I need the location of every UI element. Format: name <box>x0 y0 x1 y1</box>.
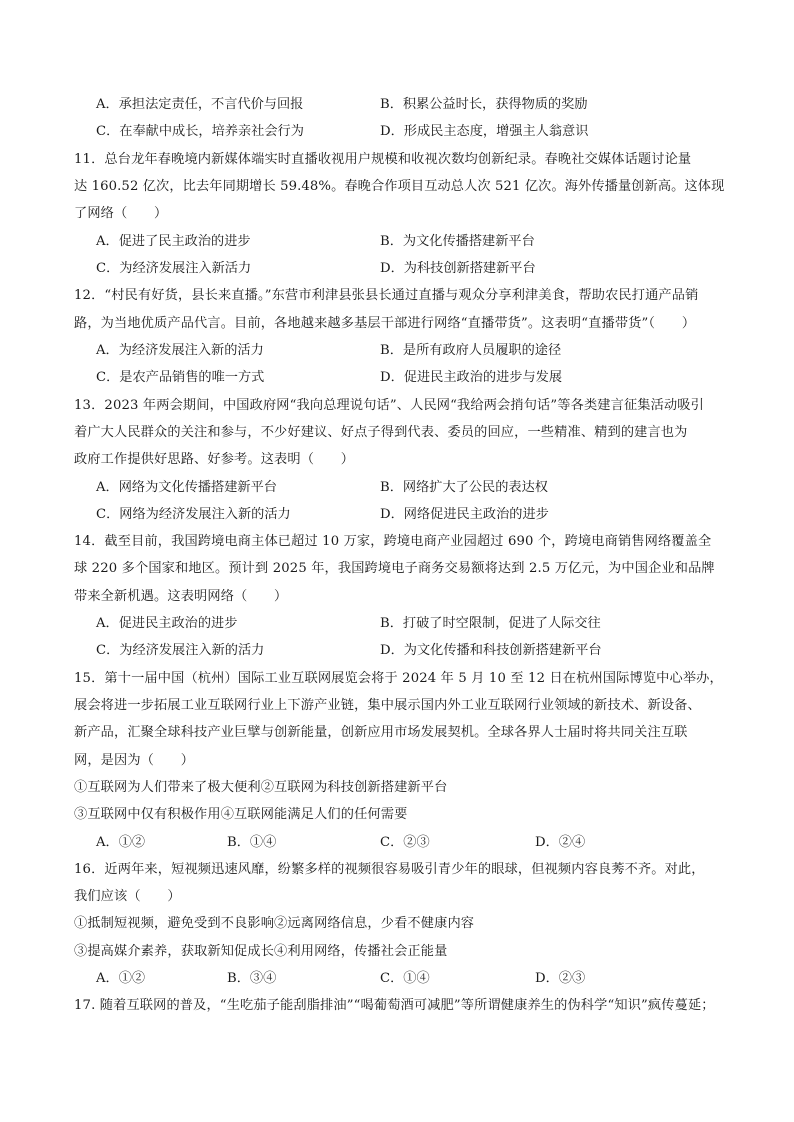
q11-stem-line-3: 了网络（ ） <box>74 206 168 221</box>
q10-option-b: B．积累公益时长，获得物质的奖励 <box>380 97 588 112</box>
q11-option-a: A．促进了民主政治的进步 <box>96 234 251 249</box>
q12-option-c: C．是农产品销售的唯一方式 <box>96 370 265 385</box>
q16-stem-line-1: 16．近两年来，短视频迅速风靡，纷繁多样的视频很容易吸引青少年的眼球，但视频内容良莠不齐。对此， <box>74 862 705 877</box>
q12-option-b: B．是所有政府人员履职的途径 <box>380 343 562 358</box>
q12-option-a: A．为经济发展注入新的活力 <box>96 343 264 358</box>
q15-option-c: C．②③ <box>380 835 430 850</box>
q14-option-c: C．为经济发展注入新的活力 <box>96 643 265 658</box>
q16-stem-line-2: 我们应该（ ） <box>74 889 181 904</box>
q15-stem-line-4: 网，是因为（ ） <box>74 753 195 768</box>
q11-stem-line-1: 11．总台龙年春晚境内新媒体端实时直播收视用户规模和收视次数均创新纪录。春晚社交媒体话题讨论量 <box>74 152 692 167</box>
q15-stem-line-3: 新产品，汇聚全球科技产业巨擘与创新能量，创新应用市场发展契机。全球各界人士届时将共同关注互联 <box>74 725 688 740</box>
q15-stem-line-1: 15．第十一届中国（杭州）国际工业互联网展览会将于 2024 年 5 月 10 至 12 日在杭州国际博览中心举办， <box>74 671 723 686</box>
q12-stem-line-1: 12．“村民有好货，县长来直播。”东营市利津县张县长通过直播与观众分享利津美食，帮助农民打通产品销 <box>74 288 699 303</box>
q16-option-b: B．③④ <box>227 971 277 986</box>
q14-stem-line-3: 带来全新机遇。这表明网络（ ） <box>74 589 288 604</box>
q11-option-c: C．为经济发展注入新活力 <box>96 261 252 276</box>
q14-stem-line-1: 14．截至目前，我国跨境电商主体已超过 10 万家，跨境电商产业园超过 690 个，跨境电商销售网络覆盖全 <box>74 534 712 549</box>
q15-stem-line-2: 展会将进一步拓展工业互联网行业上下游产业链，集中展示国内外工业互联网行业领域的新技术、新设备、 <box>74 698 701 713</box>
q12-stem-line-2: 路，为当地优质产品代言。目前，各地越来越多基层干部进行网络“直播带货”。这表明“直播带货”（ ） <box>74 316 696 331</box>
q12-option-d: D．促进民主政治的进步与发展 <box>380 370 563 385</box>
q10-option-d: D．形成民主态度，增强主人翁意识 <box>380 124 589 139</box>
q16-statements-line-2: ③提高媒介素养，获取新知促成长④利用网络，传播社会正能量 <box>74 944 448 959</box>
q11-option-b: B．为文化传播搭建新平台 <box>380 234 535 249</box>
q14-option-a: A．促进民主政治的进步 <box>96 616 238 631</box>
q15-option-b: B．①④ <box>227 835 277 850</box>
q15-option-d: D．②④ <box>535 835 586 850</box>
q15-option-a: A．①② <box>96 835 146 850</box>
q13-option-b: B．网络扩大了公民的表达权 <box>380 480 548 495</box>
q14-option-d: D．为文化传播和科技创新搭建新平台 <box>380 643 602 658</box>
q15-statements-line-1: ①互联网为人们带来了极大便利②互联网为科技创新搭建新平台 <box>74 780 448 795</box>
q13-option-d: D．网络促进民主政治的进步 <box>380 507 549 522</box>
q11-option-d: D．为科技创新搭建新平台 <box>380 261 536 276</box>
q14-stem-line-2: 球 220 多个国家和地区。预计到 2025 年，我国跨境电子商务交易额将达到 2.5 万亿元，为中国企业和品牌 <box>74 561 715 576</box>
q10-option-a: A．承担法定责任，不言代价与回报 <box>96 97 304 112</box>
q17-stem-line-1: 17. 随着互联网的普及，“生吃茄子能刮脂排油”“喝葡萄酒可减肥”等所谓健康养生的伪科学“知识”疯传蔓延； <box>74 998 715 1013</box>
q13-option-a: A．网络为文化传播搭建新平台 <box>96 480 277 495</box>
q16-option-d: D．②③ <box>535 971 586 986</box>
q13-stem-line-2: 着广大人民群众的关注和参与，不少好建议、好点子得到代表、委员的回应，一些精准、精到的建言也为 <box>74 425 688 440</box>
q13-stem-line-3: 政府工作提供好思路、好参考。这表明（ ） <box>74 452 355 467</box>
q11-stem-line-2: 达 160.52 亿次，比去年同期增长 59.48%。春晚合作项目互动总人次 521 亿次。海外传播量创新高。这体现 <box>74 179 725 194</box>
q13-stem-line-1: 13．2023 年两会期间，中国政府网“我向总理说句话”、人民网“我给两会捎句话”等各类建言征集活动吸引 <box>74 398 704 413</box>
q13-option-c: C．网络为经济发展注入新的活力 <box>96 507 291 522</box>
q16-statements-line-1: ①抵制短视频，避免受到不良影响②远离网络信息，少看不健康内容 <box>74 916 475 931</box>
q16-option-c: C．①④ <box>380 971 430 986</box>
q14-option-b: B．打破了时空限制，促进了人际交往 <box>380 616 601 631</box>
q16-option-a: A．①② <box>96 971 146 986</box>
q10-option-c: C．在奉献中成长，培养亲社会行为 <box>96 124 304 139</box>
q15-statements-line-2: ③互联网中仅有积极作用④互联网能满足人们的任何需要 <box>74 807 408 822</box>
